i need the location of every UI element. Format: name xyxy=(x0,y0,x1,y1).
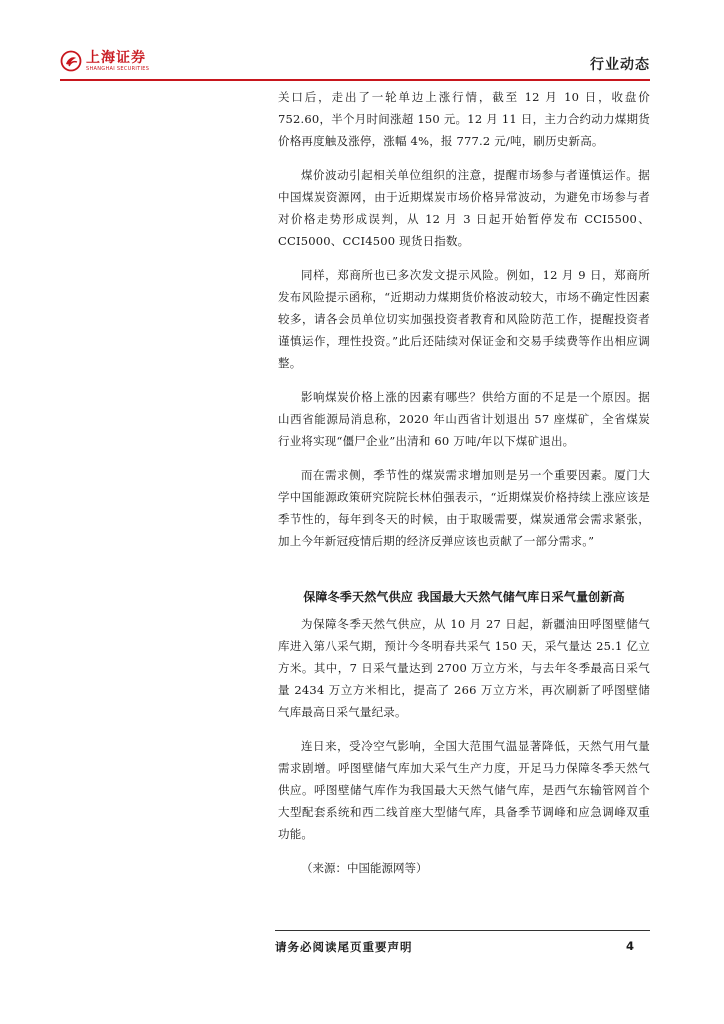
article2-title: 保障冬季天然气供应 我国最大天然气储气库日采气量创新高 xyxy=(303,590,625,604)
brand-name-cn: 上海证券 xyxy=(86,49,146,66)
brand-logo-icon xyxy=(60,50,82,72)
footer-divider xyxy=(275,930,650,931)
page-number: 4 xyxy=(625,939,634,953)
article2-paragraph: 连日来，受冷空气影响，全国大范围气温显著降低，天然气用气量需求剧增。呼图壁储气库加大采气生产力度，开足马力保障冬季天然气供应。呼图壁储气库作为我国最大天然气储气库，是西气东输管网首个大型配套系统和西二线首座大型储气库，具备季节调峰和应急调峰双重功能。 xyxy=(278,739,650,841)
article2-source: （来源：中国能源网等） xyxy=(301,861,428,875)
article1-paragraph: 同样，郑商所也已多次发文提示风险。例如，12 月 9 日，郑商所发布风险提示函称，“近期动力煤期货价格波动较大，市场不确定性因素较多，请各会员单位切实加强投资者教育和风险防范工作，提醒投资者谨慎运作，理性投资。”此后还陆续对保证金和交易手续费等作出相应调整。 xyxy=(278,268,650,370)
brand-name-en: SHANGHAI SECURITIES xyxy=(86,65,150,72)
article1-paragraph: 煤价波动引起相关单位组织的注意，提醒市场参与者谨慎运作。据中国煤炭资源网，由于近期煤炭市场价格异常波动，为避免市场参与者对价格走势形成误判，从 12 月 3 日起开始暂停发布 CCI5500、CCI5000、CCI4500 现货日指数。 xyxy=(278,168,650,248)
article2-paragraph: 为保障冬季天然气供应，从 10 月 27 日起，新疆油田呼图壁储气库进入第八采气期，预计今冬明春共采气 150 天，采气量达 25.1 亿立方米。其中，7 日采气量达到 2700 万立方米，与去年冬季最高日采气量 2434 万立方米相比，提高了 266 万立方米，再次刷新了呼图壁储气库最高日采气量纪录。 xyxy=(278,617,650,719)
article1-paragraph: 影响煤炭价格上涨的因素有哪些？供给方面的不足是一个原因。据山西省能源局消息称，2020 年山西省计划退出 57 座煤矿，全省煤炭行业将实现“僵尸企业”出清和 60 万吨/年以下煤矿退出。 xyxy=(278,390,650,448)
page-footer xyxy=(275,930,650,970)
header-divider xyxy=(60,79,650,81)
brand-logo xyxy=(60,50,149,72)
page-header xyxy=(60,50,650,78)
disclaimer-note: 请务必阅读尾页重要声明 xyxy=(275,940,413,954)
article1-paragraph: 而在需求侧，季节性的煤炭需求增加则是另一个重要因素。厦门大学中国能源政策研究院院长林伯强表示，“近期煤炭价格持续上涨应该是季节性的，每年到冬天的时候，由于取暖需要，煤炭通常会需求紧张，加上今年新冠疫情后期的经济反弹应该也贡献了一部分需求。” xyxy=(278,468,650,548)
report-body xyxy=(278,86,650,879)
article1-paragraph: 关口后，走出了一轮单边上涨行情，截至 12 月 10 日，收盘价 752.60，半个月时间涨超 150 元。12 月 11 日，主力合约动力煤期货价格再度触及涨停，涨幅 4%，报 777.2 元/吨，刷历史新高。 xyxy=(278,90,650,148)
report-category: 行业动态 xyxy=(590,57,650,73)
